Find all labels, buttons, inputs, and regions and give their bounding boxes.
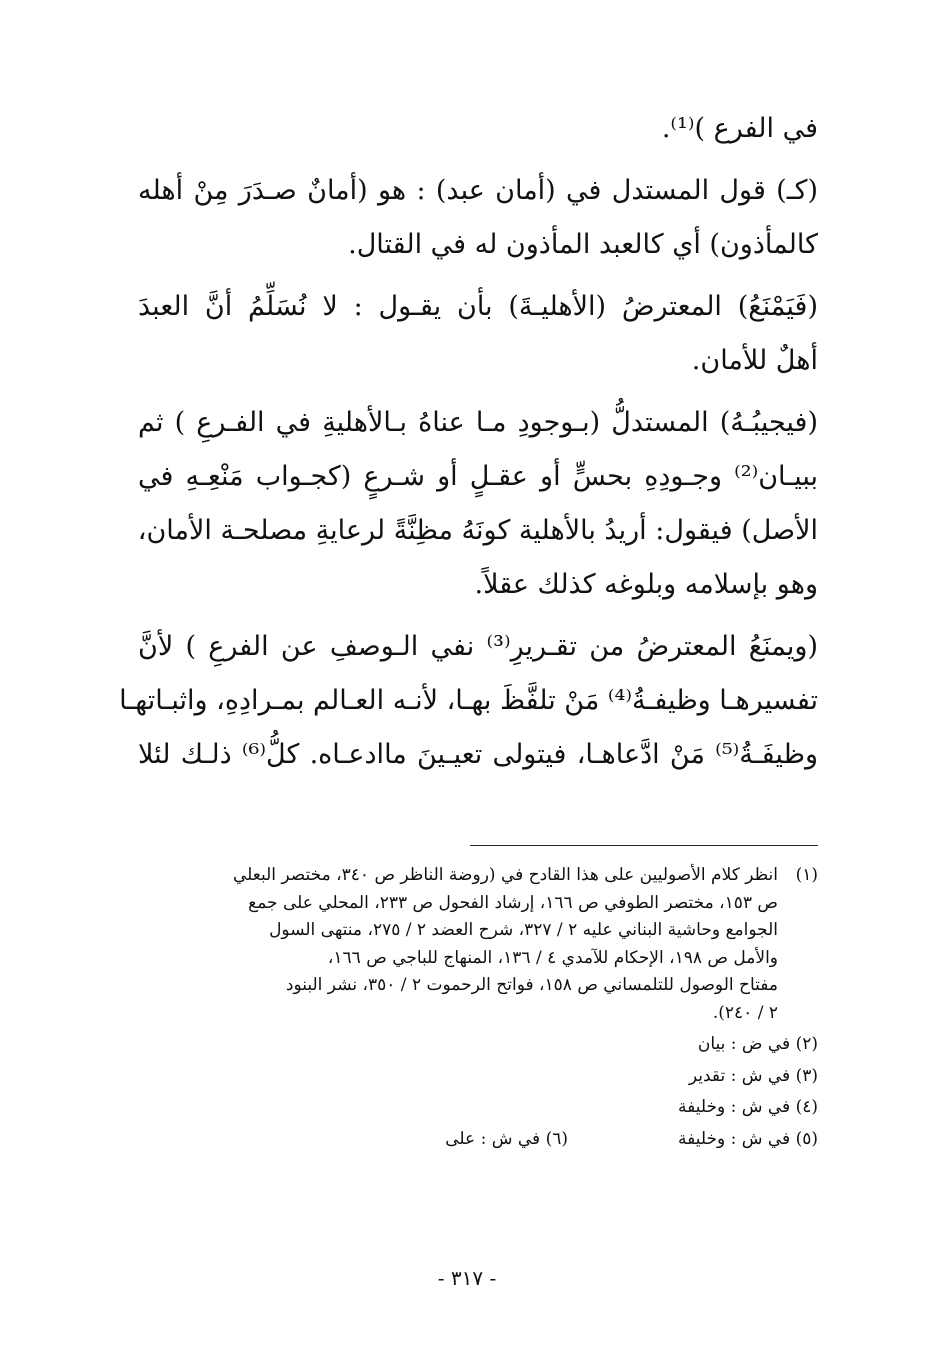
footnote-line: والأمل ص ١٩٨، الإحكام للآمدي ٤ / ١٣٦، المنهاج للباجي ص ١٦٦، — [327, 947, 778, 968]
text-line: أهلٌ للأمان. — [691, 345, 818, 376]
text-line: (فَيَمْنَعُ) المعترضُ (الأهليـةَ) بأن يقـول : لا نُسَلِّمُ أنَّ العبدَ — [138, 291, 818, 322]
text-line: وهو بإسلامه وبلوغه كذلك عقلاً. — [474, 569, 818, 600]
footnote-divider — [470, 845, 818, 846]
text-line: ببيـان⁽²⁾ وجـودِهِ بحسٍّ أو عقـلٍ أو شـرعٍ (كجـواب مَنْعِـهِ في — [138, 461, 818, 492]
footnotes — [138, 862, 818, 1153]
footnote-line: مفتاح الوصول للتلمساني ص ١٥٨، فواتح الرحموت ٢ / ٣٥٠، نشر البنود — [285, 975, 778, 995]
footnote-line: الجوامع وحاشية البناني عليه ٢ / ٣٢٧، شرح العضد ٢ / ٢٧٥، منتهى السول — [269, 920, 778, 940]
footnote-2: (٢) في ض : بيان — [697, 1034, 818, 1054]
footnote-line: ٢ / ٢٤٠). — [712, 1002, 778, 1023]
footnote-text: انظر كلام الأصوليين على هذا القادح في (روضة الناظر ص ٣٤٠، مختصر البعلي — [232, 865, 778, 885]
footnote-line: ص ١٥٣، مختصر الطوفي ص ١٦٦، إرشاد الفحول ص ٢٣٣، المحلي على جمع — [248, 892, 778, 913]
page-number: - ٣١٧ - — [437, 1266, 497, 1290]
footnote-number: (١) — [795, 865, 818, 885]
text-line: (كـ) قول المستدل في (أمان عبد) : هو (أمانٌ صـدَرَ مِنْ أهله — [138, 175, 818, 206]
text-line: الأصل) فيقول: أريدُ بالأهلية كونَهُ مظِنَّةً لرعايةِ مصلحـة الأمان، — [137, 515, 818, 546]
text-line: وظيفَـةُ⁽⁵⁾ مَنْ ادَّعاهـا، فيتولى تعيـينَ ماادعـاه. كلُّ⁽⁶⁾ ذلـك لئلا — [138, 739, 818, 770]
main-text — [119, 102, 818, 782]
footnote-3: (٣) في ش : تقدير — [688, 1065, 818, 1086]
text-line: تفسيرهـا وظيفـةُ⁽⁴⁾ مَنْ تلفَّظَ بهـا، لأنـه العـالم بمـرادِهِ، واثبـاتهـا — [119, 685, 818, 716]
text-line: كالمأذون) أي كالعبد المأذون له في القتال. — [348, 229, 818, 260]
text-line: في الفرع )⁽¹⁾. — [661, 113, 818, 144]
footnote-4: (٤) في ش : وخليفة — [678, 1097, 818, 1117]
footnote-6: (٦) في ش : على — [445, 1128, 568, 1149]
text-line: (ويمنَعُ المعترضُ من تقـريرِ⁽³⁾ نفي الـوصفِ عن الفرعِ ) لأنَّ — [138, 631, 818, 662]
footnote-5: (٥) في ش : وخليفة — [678, 1128, 818, 1149]
footnote-1 — [138, 862, 818, 890]
text-line: (فيجيبُـهُ) المستدلُّ (بـوجودِ مـا عناهُ بـالأهليةِ في الفـرعِ ) ثم — [138, 407, 818, 438]
footnote-row — [138, 1126, 818, 1154]
